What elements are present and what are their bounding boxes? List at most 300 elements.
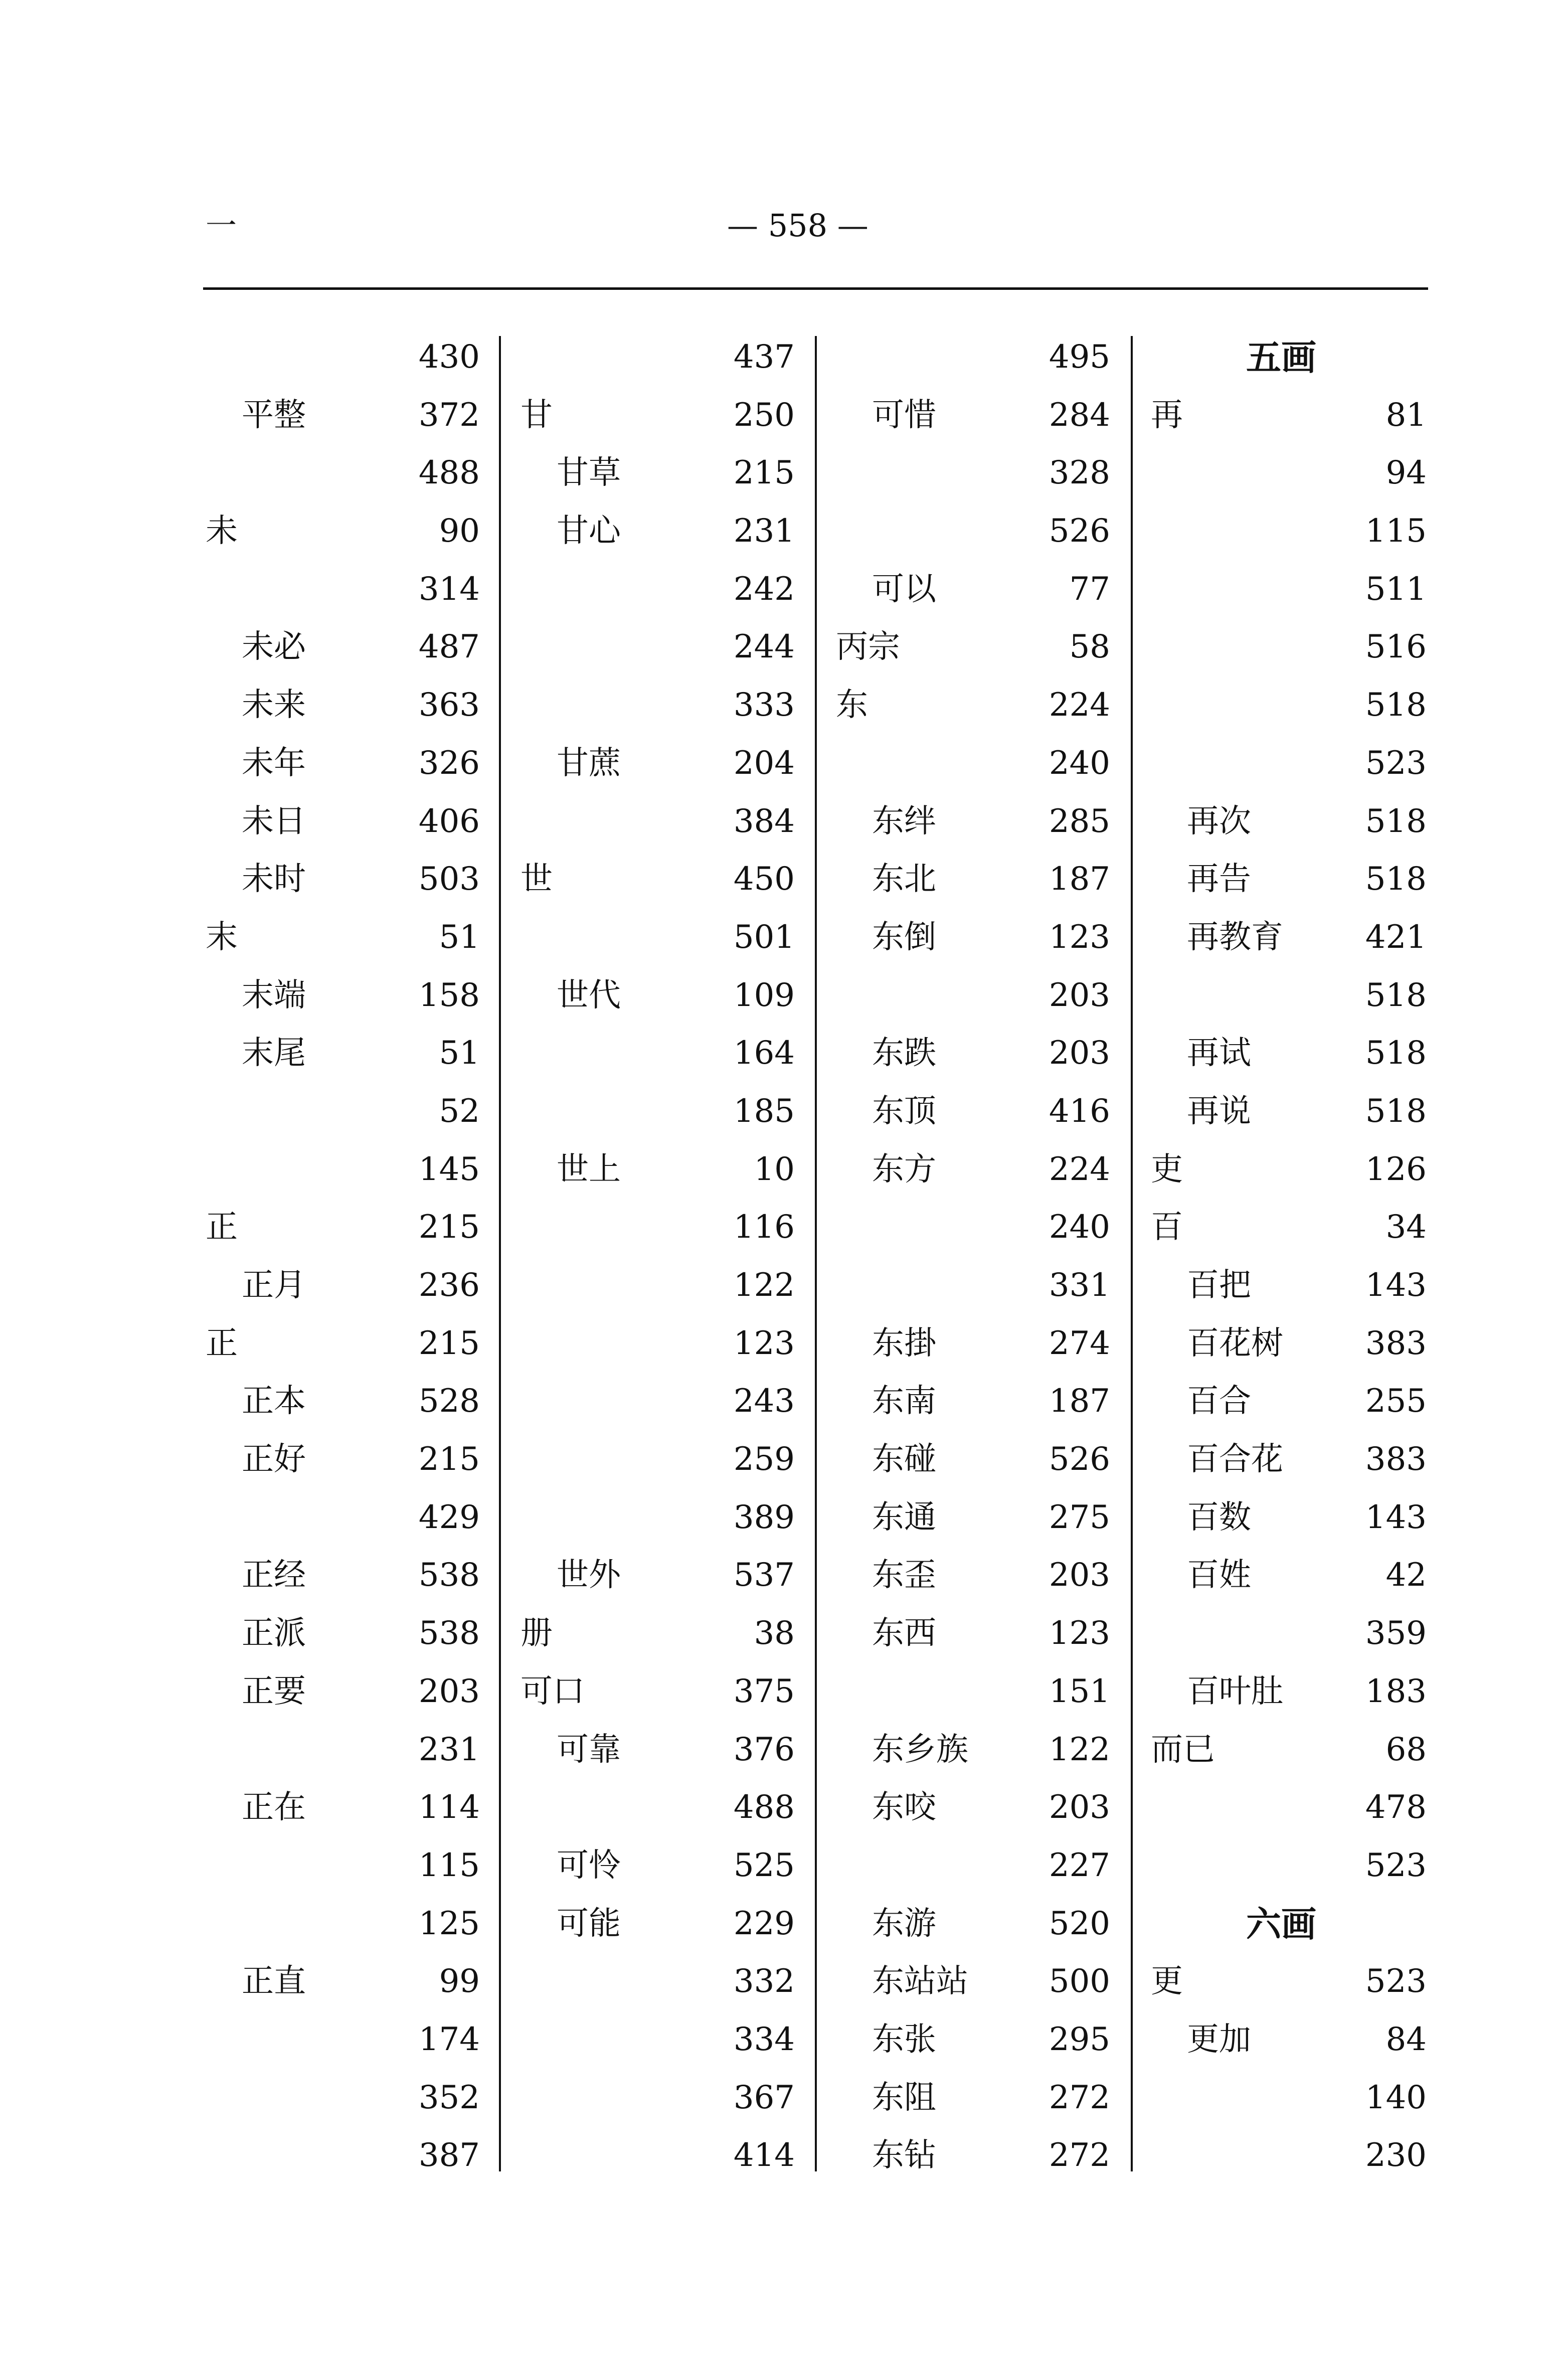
index-entry [836,2069,1110,2127]
entry-page-number: 38 [754,1615,795,1652]
entry-page-number: 383 [1365,1441,1427,1478]
index-entry [206,561,480,619]
entry-page-number: 204 [733,744,795,782]
entry-page-number: 52 [439,1092,480,1130]
index-entry [520,444,795,502]
entry-term: 东顶 [872,1092,936,1130]
index-entry [836,502,1110,561]
entry-page-number: 274 [1049,1324,1110,1362]
entry-page-number: 359 [1365,1615,1427,1652]
entry-page-number: 203 [1049,1789,1110,1826]
index-entry [836,1199,1110,1257]
index-entry [836,618,1110,677]
index-entry [836,1547,1110,1605]
entry-term: 更 [1151,1963,1183,2000]
index-entry [206,1141,480,1199]
index-entry [520,1431,795,1489]
entry-term: 百叶肚 [1187,1672,1283,1710]
entry-page-number: 332 [733,1963,795,2000]
entry-page-number: 242 [733,570,795,608]
entry-page-number: 140 [1365,2079,1427,2116]
index-entry [836,387,1110,445]
index-entry [206,851,480,909]
index-entry [520,1895,795,1953]
entry-term: 末尾 [242,1035,306,1072]
entry-page-number: 84 [1385,2020,1427,2058]
entry-page-number: 227 [1049,1846,1110,1884]
entry-term: 世代 [557,976,621,1014]
index-entry [206,618,480,677]
index-entry [836,793,1110,851]
index-entry [206,793,480,851]
index-entry [1151,1779,1427,1837]
entry-page-number: 526 [1049,513,1110,550]
entry-page-number: 42 [1385,1557,1427,1594]
entry-page-number: 523 [1365,744,1427,782]
index-entry [1151,1199,1427,1257]
entry-page-number: 250 [733,396,795,434]
entry-term: 东倒 [872,918,936,956]
index-entry [206,1547,480,1605]
index-entry [206,1779,480,1837]
index-entry [1151,387,1427,445]
entry-page-number: 203 [1049,1557,1110,1594]
entry-term: 再 [1151,396,1183,434]
entry-page-number: 525 [733,1846,795,1884]
index-entry [836,909,1110,967]
entry-page-number: 231 [733,513,795,550]
index-entry [1151,1953,1427,2011]
entry-page-number: 122 [1049,1731,1110,1768]
index-entry [1151,793,1427,851]
entry-page-number: 158 [418,976,480,1014]
index-entry [1151,1489,1427,1547]
entry-term: 再说 [1187,1092,1251,1130]
stroke-count-heading: 五画 [1246,336,1316,378]
entry-page-number: 495 [1049,339,1110,376]
index-entry [1151,1721,1427,1779]
entry-term: 百花树 [1187,1324,1283,1362]
index-entry [520,1083,795,1141]
entry-page-number: 518 [1365,802,1427,840]
entry-page-number: 538 [418,1615,480,1652]
entry-term: 正派 [242,1615,306,1652]
index-entry [206,967,480,1025]
entry-term: 东掛 [872,1324,936,1362]
entry-page-number: 185 [733,1092,795,1130]
index-entry [206,1083,480,1141]
entry-term: 末 [206,918,238,956]
entry-page-number: 500 [1049,1963,1110,2000]
entry-page-number: 526 [1049,1441,1110,1478]
index-entry [1151,1257,1427,1315]
entry-page-number: 314 [418,570,480,608]
index-entry [836,2127,1110,2185]
index-entry [520,2069,795,2127]
index-entry [520,1025,795,1083]
entry-term: 世上 [557,1150,621,1188]
index-entry [206,1373,480,1431]
entry-term: 世外 [557,1557,621,1594]
entry-page-number: 518 [1365,861,1427,898]
index-entry [206,1837,480,1895]
index-entry [206,909,480,967]
entry-page-number: 215 [418,1441,480,1478]
entry-page-number: 240 [1049,1209,1110,1246]
entry-page-number: 429 [418,1498,480,1536]
entry-term: 东西 [872,1615,936,1652]
entry-page-number: 126 [1365,1150,1427,1188]
index-entry [520,1953,795,2011]
index-entry [836,851,1110,909]
entry-page-number: 352 [418,2079,480,2116]
entry-page-number: 416 [1049,1092,1110,1130]
entry-page-number: 114 [418,1789,480,1826]
entry-page-number: 90 [439,513,480,550]
index-entry [206,1489,480,1547]
entry-page-number: 145 [418,1150,480,1188]
entry-term: 再试 [1187,1035,1251,1072]
index-entry [520,1373,795,1431]
index-entry [520,909,795,967]
entry-page-number: 34 [1385,1209,1427,1246]
entry-page-number: 272 [1049,2079,1110,2116]
entry-term: 可怜 [557,1846,621,1884]
entry-term: 再告 [1187,861,1251,898]
entry-page-number: 518 [1365,1035,1427,1072]
index-entry [836,1605,1110,1663]
entry-term: 正经 [242,1557,306,1594]
entry-page-number: 151 [1049,1672,1110,1710]
entry-term: 更加 [1187,2020,1251,2058]
index-entry [520,1663,795,1721]
entry-term: 甘草 [557,454,621,492]
entry-page-number: 122 [733,1267,795,1304]
entry-term: 东乡族 [872,1731,968,1768]
index-entry [520,2127,795,2185]
entry-term: 可以 [872,570,936,608]
entry-page-number: 275 [1049,1498,1110,1536]
entry-page-number: 58 [1069,628,1110,666]
index-entry [520,851,795,909]
entry-term: 吏 [1151,1150,1183,1188]
entry-page-number: 487 [418,628,480,666]
index-entry [520,793,795,851]
index-entry [520,1315,795,1373]
index-entry [206,387,480,445]
entry-term: 百 [1151,1209,1183,1246]
index-entry [836,1257,1110,1315]
index-entry [520,1141,795,1199]
index-entry [836,1025,1110,1083]
index-entry [520,561,795,619]
entry-page-number: 125 [418,1905,480,1942]
index-entry [206,1605,480,1663]
entry-page-number: 203 [418,1672,480,1710]
section-heading-row [1151,328,1427,387]
entry-term: 未年 [242,744,306,782]
entry-page-number: 143 [1365,1498,1427,1536]
entry-page-number: 384 [733,802,795,840]
index-entry [520,1547,795,1605]
index-column-1 [206,328,480,2185]
index-entry [1151,2011,1427,2069]
entry-page-number: 115 [418,1846,480,1884]
index-entry [520,1779,795,1837]
entry-term: 册 [520,1615,553,1652]
entry-page-number: 259 [733,1441,795,1478]
entry-page-number: 421 [1365,918,1427,956]
index-entry [206,1721,480,1779]
index-entry [1151,851,1427,909]
entry-page-number: 68 [1385,1731,1427,1768]
index-entry [1151,1315,1427,1373]
entry-term: 可靠 [557,1731,621,1768]
entry-page-number: 387 [418,2137,480,2174]
header-rule [203,287,1428,290]
entry-term: 未日 [242,802,306,840]
entry-page-number: 518 [1365,1092,1427,1130]
index-entry [520,1489,795,1547]
entry-page-number: 376 [733,1731,795,1768]
index-entry [206,2127,480,2185]
index-entry [836,1315,1110,1373]
index-entry [1151,909,1427,967]
index-entry [836,735,1110,793]
index-entry [1151,444,1427,502]
index-entry [520,735,795,793]
entry-term: 可能 [557,1905,621,1942]
entry-page-number: 430 [418,339,480,376]
entry-term: 甘 [520,396,553,434]
entry-page-number: 236 [418,1267,480,1304]
index-entry [520,2011,795,2069]
entry-term: 可口 [520,1672,585,1710]
entry-term: 丙宗 [836,628,900,666]
entry-page-number: 516 [1365,628,1427,666]
index-entry [520,1199,795,1257]
entry-page-number: 215 [418,1324,480,1362]
entry-page-number: 523 [1365,1963,1427,2000]
entry-term: 百数 [1187,1498,1251,1536]
entry-page-number: 203 [1049,1035,1110,1072]
entry-page-number: 174 [418,2020,480,2058]
entry-page-number: 326 [418,744,480,782]
entry-page-number: 99 [439,1963,480,2000]
entry-term: 未时 [242,861,306,898]
index-entry [836,1373,1110,1431]
entry-term: 东站站 [872,1963,968,2000]
entry-page-number: 215 [418,1209,480,1246]
entry-page-number: 331 [1049,1267,1110,1304]
entry-term: 末端 [242,976,306,1014]
entry-term: 正直 [242,1963,306,2000]
index-entry [1151,967,1427,1025]
entry-term: 东游 [872,1905,936,1942]
index-entry [1151,677,1427,735]
entry-page-number: 243 [733,1383,795,1420]
index-entry [206,502,480,561]
index-entry [1151,1431,1427,1489]
entry-page-number: 81 [1385,396,1427,434]
index-entry [1151,1837,1427,1895]
entry-page-number: 333 [733,687,795,724]
index-entry [206,1895,480,1953]
entry-page-number: 224 [1049,1150,1110,1188]
entry-page-number: 520 [1049,1905,1110,1942]
entry-page-number: 116 [733,1209,795,1246]
index-entry [520,1605,795,1663]
entry-term: 平整 [242,396,306,434]
entry-page-number: 224 [1049,687,1110,724]
entry-page-number: 488 [733,1789,795,1826]
entry-page-number: 334 [733,2020,795,2058]
index-entry [1151,1025,1427,1083]
index-entry [206,2011,480,2069]
index-entry [206,1431,480,1489]
index-entry [206,1199,480,1257]
entry-page-number: 187 [1049,861,1110,898]
index-entry [206,1025,480,1083]
entry-page-number: 285 [1049,802,1110,840]
entry-page-number: 230 [1365,2137,1427,2174]
index-entry [520,502,795,561]
index-entry [1151,1663,1427,1721]
section-heading-row [1151,1895,1427,1953]
entry-term: 东南 [872,1383,936,1420]
index-entry [836,328,1110,387]
entry-term: 百合 [1187,1383,1251,1420]
index-column-3 [836,328,1110,2185]
entry-page-number: 363 [418,687,480,724]
entry-page-number: 537 [733,1557,795,1594]
entry-page-number: 406 [418,802,480,840]
entry-page-number: 538 [418,1557,480,1594]
entry-page-number: 501 [733,918,795,956]
index-entry [836,1953,1110,2011]
index-entry [836,677,1110,735]
index-entry [206,1315,480,1373]
entry-term: 正在 [242,1789,306,1826]
index-entry [206,2069,480,2127]
entry-term: 东阻 [872,2079,936,2116]
index-entry [1151,735,1427,793]
entry-page-number: 229 [733,1905,795,1942]
index-entry [1151,618,1427,677]
entry-page-number: 389 [733,1498,795,1536]
index-entry [836,444,1110,502]
entry-page-number: 143 [1365,1267,1427,1304]
entry-page-number: 375 [733,1672,795,1710]
entry-term: 东 [836,687,868,724]
index-entry [1151,2127,1427,2185]
entry-page-number: 123 [1049,1615,1110,1652]
entry-term: 未 [206,513,238,550]
entry-term: 再教育 [1187,918,1283,956]
entry-term: 世 [520,861,553,898]
entry-page-number: 215 [733,454,795,492]
entry-page-number: 123 [1049,918,1110,956]
entry-page-number: 518 [1365,976,1427,1014]
column-divider [499,336,501,2171]
index-column-4 [1151,328,1427,2185]
index-entry [836,1779,1110,1837]
entry-term: 而已 [1151,1731,1215,1768]
index-entry [1151,1373,1427,1431]
entry-page-number: 523 [1365,1846,1427,1884]
index-entry [206,1953,480,2011]
index-entry [520,967,795,1025]
entry-page-number: 383 [1365,1324,1427,1362]
page-number: — 558 — [727,207,868,244]
index-entry [520,1257,795,1315]
index-entry [1151,502,1427,561]
entry-term: 甘心 [557,513,621,550]
entry-term: 甘蔗 [557,744,621,782]
entry-page-number: 183 [1365,1672,1427,1710]
entry-term: 正月 [242,1267,306,1304]
entry-term: 正本 [242,1383,306,1420]
index-entry [1151,1547,1427,1605]
index-entry [206,444,480,502]
index-entry [836,967,1110,1025]
index-entry [1151,1141,1427,1199]
entry-page-number: 272 [1049,2137,1110,2174]
entry-term: 正好 [242,1441,306,1478]
entry-page-number: 240 [1049,744,1110,782]
index-entry [206,1257,480,1315]
index-entry [206,328,480,387]
entry-page-number: 511 [1365,570,1427,608]
index-entry [1151,561,1427,619]
entry-page-number: 414 [733,2137,795,2174]
entry-term: 东歪 [872,1557,936,1594]
entry-term: 东咬 [872,1789,936,1826]
entry-term: 正 [206,1324,238,1362]
entry-page-number: 437 [733,339,795,376]
index-entry [520,677,795,735]
header-left-mark: 一 [206,207,237,244]
index-entry [836,1141,1110,1199]
entry-term: 东北 [872,861,936,898]
index-entry [836,1663,1110,1721]
entry-term: 正 [206,1209,238,1246]
entry-page-number: 503 [418,861,480,898]
entry-page-number: 123 [733,1324,795,1362]
entry-page-number: 528 [418,1383,480,1420]
index-entry [1151,1605,1427,1663]
entry-page-number: 255 [1365,1383,1427,1420]
index-entry [206,677,480,735]
entry-term: 未来 [242,687,306,724]
entry-term: 东通 [872,1498,936,1536]
entry-term: 百把 [1187,1267,1251,1304]
index-entry [520,618,795,677]
entry-page-number: 77 [1069,570,1110,608]
entry-page-number: 478 [1365,1789,1427,1826]
index-entry [836,2011,1110,2069]
index-entry [520,1837,795,1895]
column-divider [815,336,817,2171]
entry-page-number: 115 [1365,513,1427,550]
entry-page-number: 367 [733,2079,795,2116]
stroke-count-heading: 六画 [1246,1903,1316,1945]
entry-page-number: 244 [733,628,795,666]
entry-term: 正要 [242,1672,306,1710]
index-entry [1151,2069,1427,2127]
entry-term: 东跌 [872,1035,936,1072]
entry-term: 百合花 [1187,1441,1283,1478]
